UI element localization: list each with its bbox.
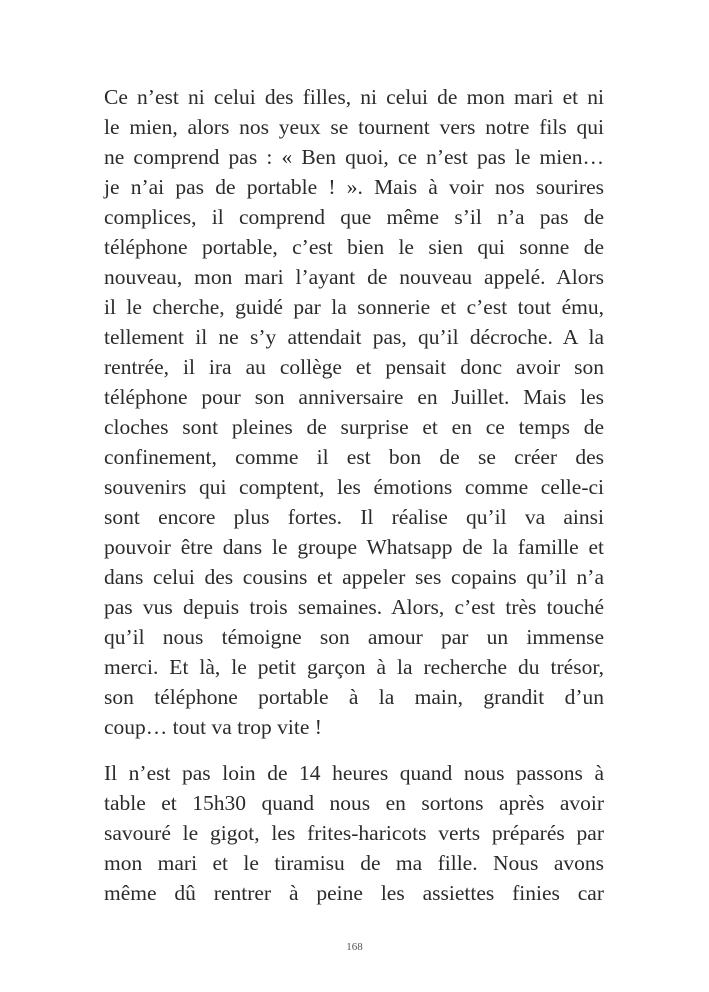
- text-line: ne comprend pas : « Ben quoi, ce n’est pas le mien…: [104, 145, 604, 169]
- text-line: complices, il comprend que même s’il n’a pas de: [104, 205, 604, 229]
- text-line: Il n’est pas loin de 14 heures quand nous passons à: [104, 761, 604, 785]
- text-line: nouveau, mon mari l’ayant de nouveau appelé. Alors: [104, 265, 604, 289]
- text-line: merci. Et là, le petit garçon à la recherche du trésor,: [104, 655, 604, 679]
- text-line: son téléphone portable à la main, grandit d’un: [104, 685, 604, 709]
- text-line: confinement, comme il est bon de se créer des: [104, 445, 604, 469]
- text-line: téléphone pour son anniversaire en Juillet. Mais les: [104, 385, 604, 409]
- text-line: savouré le gigot, les frites-haricots verts préparés par: [104, 821, 604, 845]
- text-line: je n’ai pas de portable ! ». Mais à voir nos sourires: [104, 175, 604, 199]
- text-line: cloches sont pleines de surprise et en ce temps de: [104, 415, 604, 439]
- text-line: sont encore plus fortes. Il réalise qu’il va ainsi: [104, 505, 604, 529]
- text-line: rentrée, il ira au collège et pensait donc avoir son: [104, 355, 604, 379]
- paragraph-1: [104, 82, 604, 742]
- text-line: il le cherche, guidé par la sonnerie et c’est tout ému,: [104, 295, 604, 319]
- text-line: souvenirs qui comptent, les émotions comme celle-ci: [104, 475, 604, 499]
- text-line: qu’il nous témoigne son amour par un immense: [104, 625, 604, 649]
- text-line: téléphone portable, c’est bien le sien qui sonne de: [104, 235, 604, 259]
- text-line: pouvoir être dans le groupe Whatsapp de la famille et: [104, 535, 604, 559]
- text-line: tellement il ne s’y attendait pas, qu’il décroche. A la: [104, 325, 604, 349]
- page-number: 168: [346, 941, 363, 953]
- text-line: dans celui des cousins et appeler ses copains qu’il n’a: [104, 565, 604, 589]
- text-line: table et 15h30 quand nous en sortons après avoir: [104, 791, 604, 815]
- paragraph-2: [104, 758, 604, 908]
- text-line: Ce n’est ni celui des filles, ni celui de mon mari et ni: [104, 85, 604, 109]
- text-line: mon mari et le tiramisu de ma fille. Nous avons: [104, 851, 604, 875]
- text-line: même dû rentrer à peine les assiettes finies car: [104, 881, 604, 905]
- text-line: le mien, alors nos yeux se tournent vers notre fils qui: [104, 115, 604, 139]
- text-line: pas vus depuis trois semaines. Alors, c’est très touché: [104, 595, 604, 619]
- text-line: coup… tout va trop vite !: [104, 715, 322, 739]
